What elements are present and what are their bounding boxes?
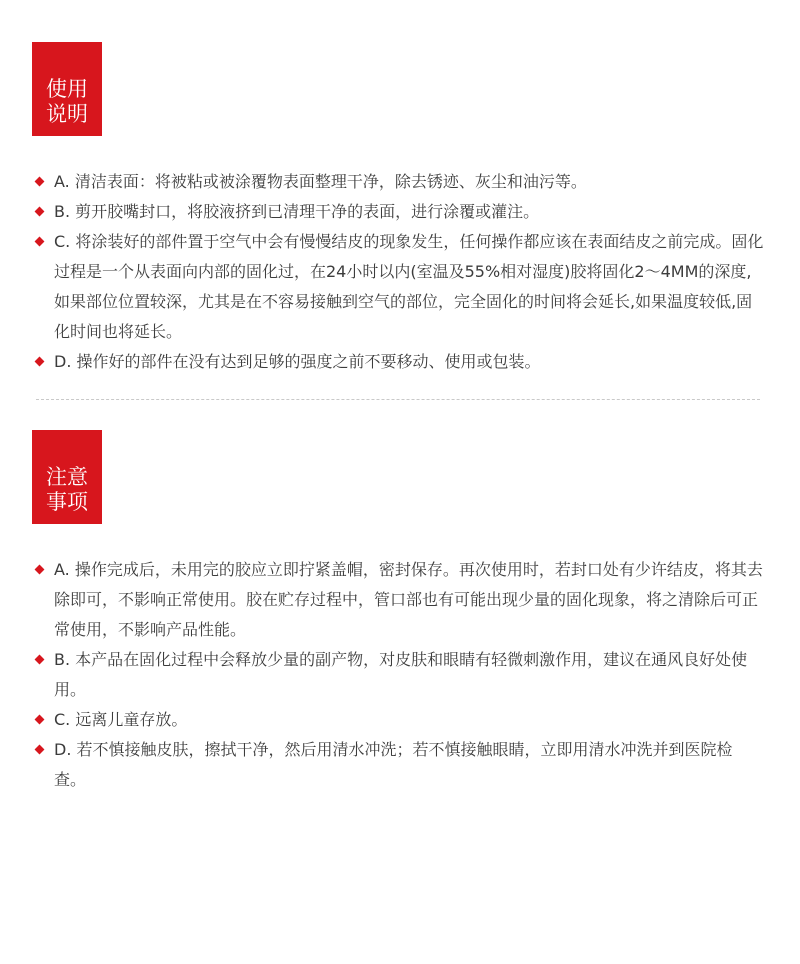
- notes-list: [36, 555, 764, 795]
- diamond-bullet-icon: [35, 357, 45, 367]
- notes-item-c: [36, 705, 764, 735]
- usage-item-text: B. 剪开胶嘴封口，将胶液挤到已清理干净的表面，进行涂覆或灌注。: [54, 202, 540, 221]
- diamond-bullet-icon: [35, 655, 45, 665]
- usage-item-c: [36, 227, 764, 347]
- notes-title-line1: 注意: [46, 465, 88, 489]
- notes-item-text: B. 本产品在固化过程中会释放少量的副产物，对皮肤和眼睛有轻微刺激作用，建议在通风良好处使用。: [54, 650, 748, 699]
- notes-item-b: [36, 645, 764, 705]
- usage-title-line1: 使用: [46, 77, 88, 101]
- diamond-bullet-icon: [35, 207, 45, 217]
- usage-item-text: D. 操作好的部件在没有达到足够的强度之前不要移动、使用或包装。: [54, 352, 541, 371]
- diamond-bullet-icon: [35, 565, 45, 575]
- notes-item-a: [36, 555, 764, 645]
- notes-item-d: [36, 735, 764, 795]
- usage-title-line2: 说明: [46, 102, 88, 126]
- dashed-divider: [36, 399, 760, 400]
- notes-title-badge: [32, 430, 102, 524]
- usage-item-b: [36, 197, 764, 227]
- diamond-bullet-icon: [35, 177, 45, 187]
- notes-item-text: A. 操作完成后，未用完的胶应立即拧紧盖帽，密封保存。再次使用时，若封口处有少许结皮，将其去除即可，不影响正常使用。胶在贮存过程中，管口部也有可能出现少量的固化现象，将之清除后可正常使用，不影响产品性能。: [54, 560, 763, 639]
- usage-item-a: [36, 167, 764, 197]
- notes-item-text: C. 远离儿童存放。: [54, 710, 188, 729]
- usage-item-text: C. 将涂装好的部件置于空气中会有慢慢结皮的现象发生，任何操作都应该在表面结皮之前完成。固化过程是一个从表面向内部的固化过，在24小时以内(室温及55%相对湿度)胶将固化2～4MM的深度,如果部位位置较深，尤其是在不容易接触到空气的部位，完全固化的时间将会延长,如果温度较低,固化时间也将延长。: [54, 232, 764, 341]
- diamond-bullet-icon: [35, 745, 45, 755]
- usage-title-badge: [32, 42, 102, 136]
- notes-title-line2: 事项: [46, 490, 88, 514]
- diamond-bullet-icon: [35, 715, 45, 725]
- diamond-bullet-icon: [35, 237, 45, 247]
- usage-list: [36, 167, 764, 377]
- usage-item-text: A. 清洁表面：将被粘或被涂覆物表面整理干净，除去锈迹、灰尘和油污等。: [54, 172, 587, 191]
- usage-item-d: [36, 347, 764, 377]
- notes-item-text: D. 若不慎接触皮肤，擦拭干净，然后用清水冲洗；若不慎接触眼睛，立即用清水冲洗并到医院检查。: [54, 740, 733, 789]
